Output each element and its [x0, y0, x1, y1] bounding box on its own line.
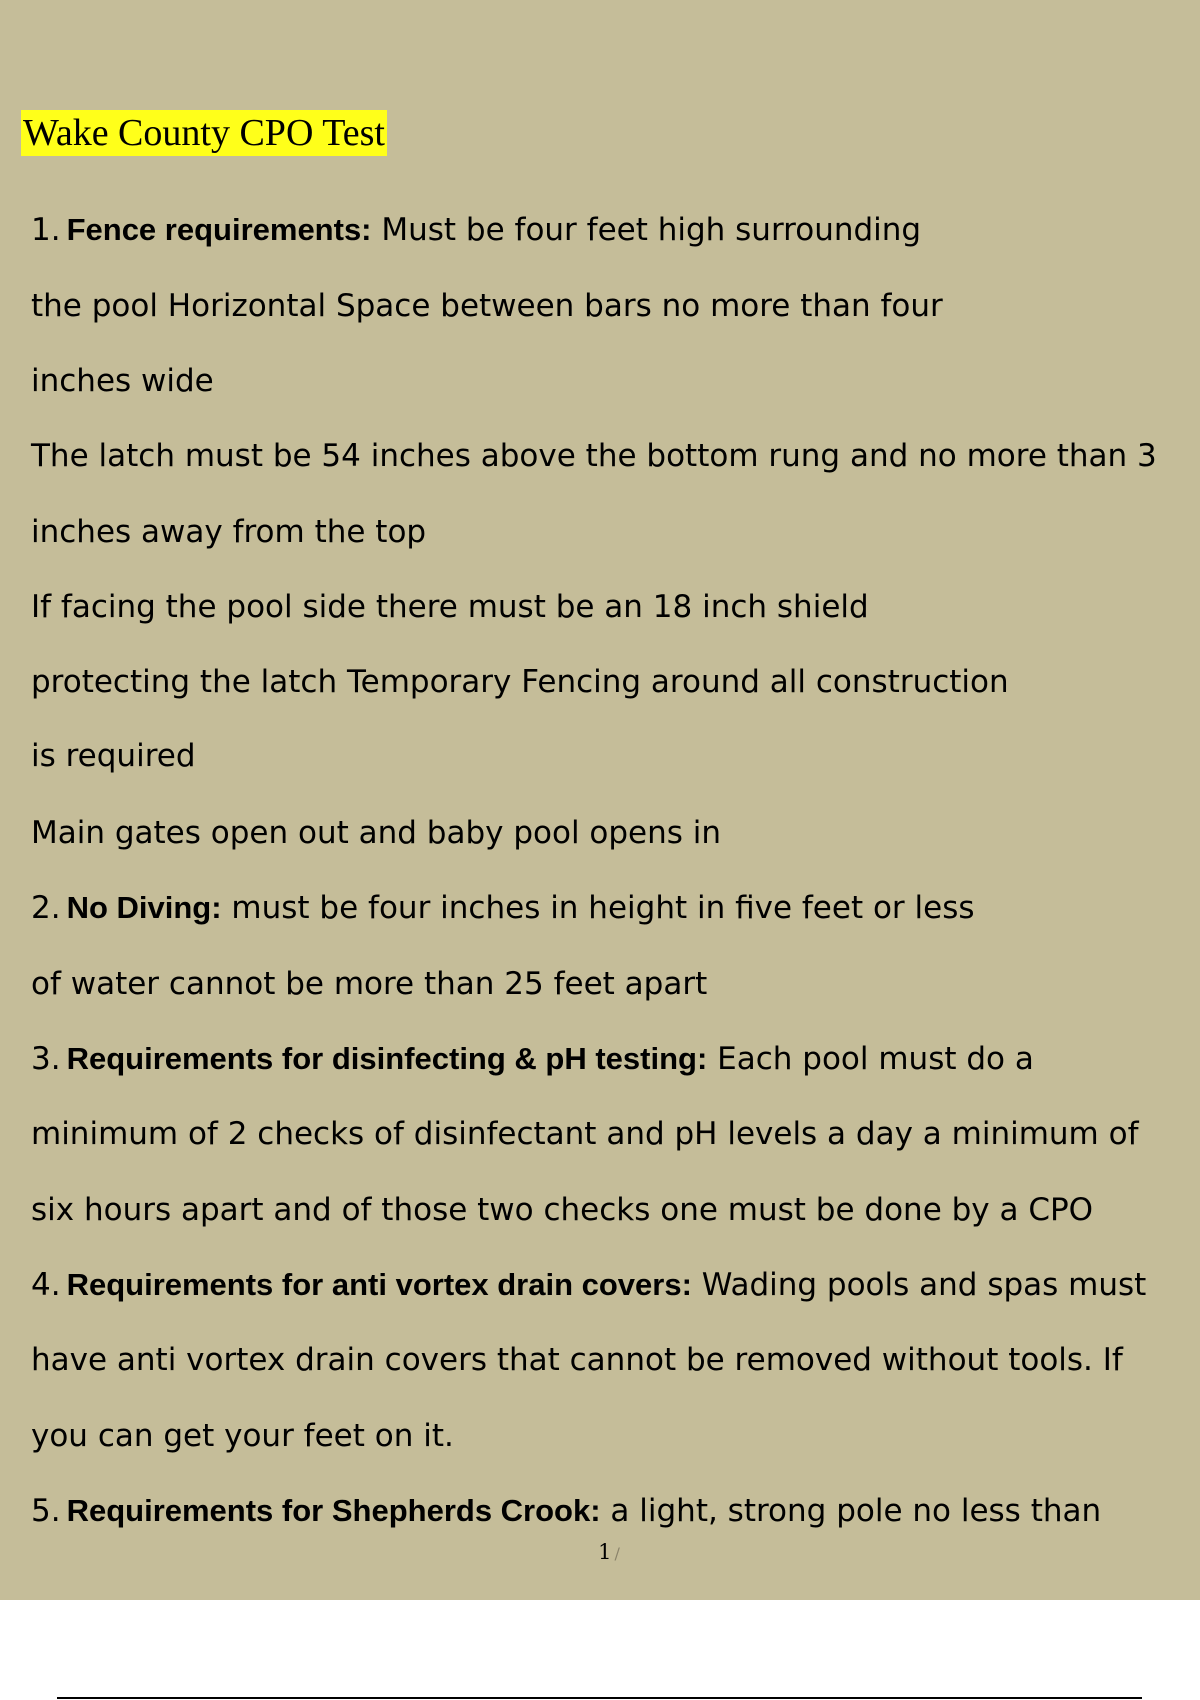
- item-number: 5.: [31, 1493, 61, 1529]
- line-text: Main gates open out and baby pool opens in: [31, 815, 722, 851]
- line-text: is required: [31, 738, 196, 774]
- text-line: [31, 436, 1157, 476]
- item-label: No Diving:: [66, 890, 222, 925]
- line-text: Must be four feet high surrounding: [371, 212, 922, 248]
- item-number: 2.: [31, 890, 61, 926]
- line-text: inches wide: [31, 363, 214, 399]
- line-text: must be four inches in height in five feet or less: [221, 890, 975, 926]
- text-line: [31, 813, 721, 853]
- item-number: 4.: [31, 1267, 61, 1303]
- text-line: [31, 1491, 1101, 1531]
- next-page-divider: [57, 1697, 1142, 1699]
- line-text: have anti vortex drain covers that cannot be removed without tools. If: [31, 1342, 1123, 1378]
- text-line: [31, 361, 214, 401]
- page-number: [0, 1540, 1200, 1564]
- line-text: of water cannot be more than 25 feet apart: [31, 966, 708, 1002]
- item-label: Requirements for anti vortex drain covers:: [66, 1267, 692, 1302]
- text-line: [31, 512, 426, 552]
- text-line: [31, 1340, 1123, 1380]
- item-label: Fence requirements:: [66, 212, 372, 247]
- text-line: [31, 964, 707, 1004]
- item-number: 3.: [31, 1041, 61, 1077]
- line-text: Each pool must do a: [707, 1041, 1034, 1077]
- line-text: a light, strong pole no less than: [600, 1493, 1102, 1529]
- text-line: [31, 1114, 1138, 1154]
- line-text: If facing the pool side there must be an 18 inch shield: [31, 589, 869, 625]
- line-text: you can get your feet on it.: [31, 1418, 454, 1454]
- text-line: [31, 1039, 1034, 1079]
- line-text: protecting the latch Temporary Fencing around all construction: [31, 664, 1009, 700]
- item-label: Requirements for disinfecting & pH testing:: [66, 1041, 708, 1076]
- line-text: six hours apart and of those two checks one must be done by a CPO: [31, 1192, 1094, 1228]
- text-line: [31, 662, 1009, 702]
- page-number-value: 1: [598, 1540, 612, 1564]
- item-label: Requirements for Shepherds Crook:: [66, 1493, 601, 1528]
- line-text: inches away from the top: [31, 514, 427, 550]
- document-title: Wake County CPO Test: [23, 112, 385, 154]
- line-text: the pool Horizontal Space between bars no more than four: [31, 288, 943, 324]
- text-line: [31, 210, 921, 250]
- line-text: The latch must be 54 inches above the bottom rung and no more than 3: [31, 438, 1157, 474]
- text-line: [31, 587, 869, 627]
- text-line: [31, 1416, 454, 1456]
- page-number-suffix: /: [614, 1544, 620, 1563]
- line-text: minimum of 2 checks of disinfectant and pH levels a day a minimum of: [31, 1116, 1139, 1152]
- line-text: Wading pools and spas must: [691, 1267, 1147, 1303]
- text-line: [31, 286, 943, 326]
- text-line: [31, 888, 975, 928]
- text-line: [31, 1265, 1146, 1305]
- text-line: [31, 736, 196, 776]
- item-number: 1.: [31, 212, 61, 248]
- text-line: [31, 1190, 1093, 1230]
